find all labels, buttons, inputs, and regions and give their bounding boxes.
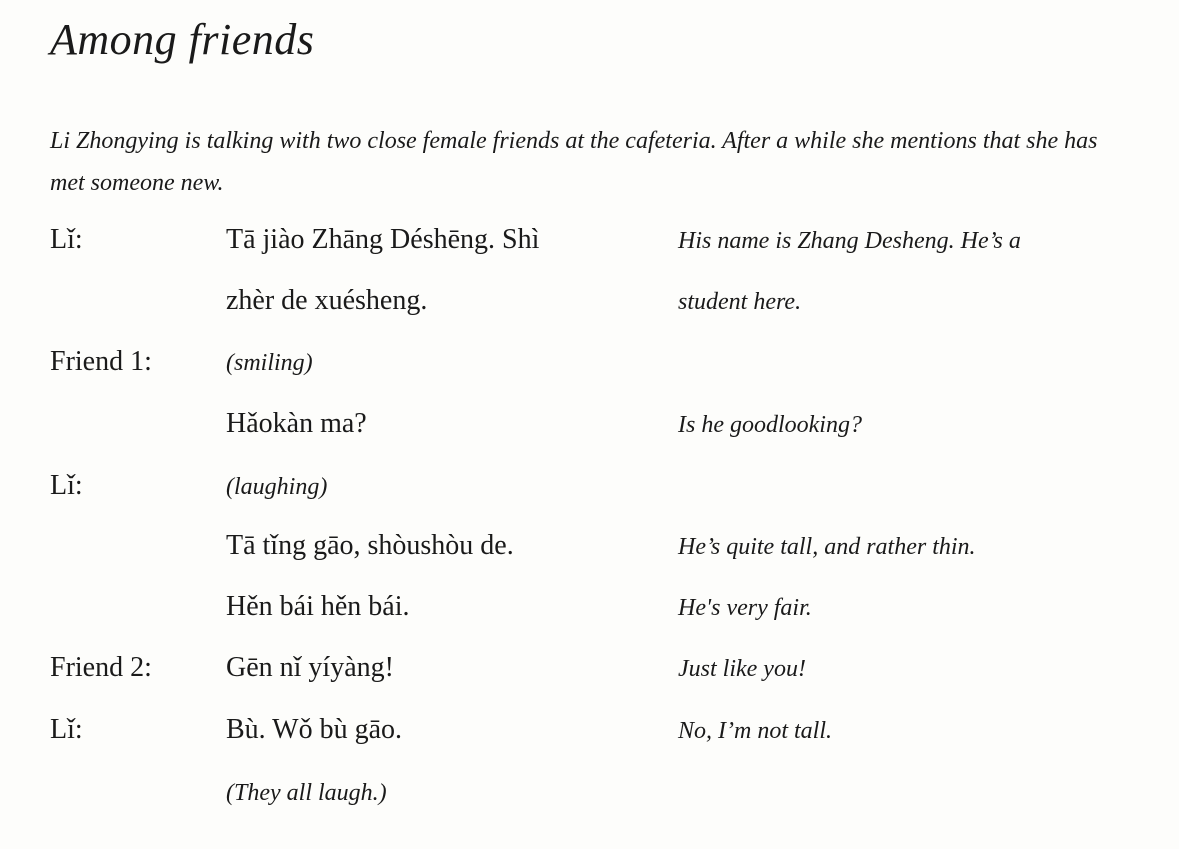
- english-translation: student here.: [678, 289, 802, 315]
- chinese-line: Bù. Wǒ bù gāo.: [226, 714, 403, 745]
- english-translation: Is he goodlooking?: [678, 412, 862, 438]
- dialogue-line: [0, 591, 1179, 631]
- speaker-label: Friend 2:: [50, 652, 152, 683]
- dialogue-line: [0, 285, 1179, 325]
- english-translation: He’s quite tall, and rather thin.: [678, 534, 976, 560]
- speaker-label: Friend 1:: [50, 346, 152, 377]
- english-translation: No, I’m not tall.: [678, 718, 832, 744]
- stage-direction: (laughing): [226, 474, 328, 500]
- stage-direction: (They all laugh.): [226, 780, 387, 806]
- dialogue-line: [0, 224, 1179, 264]
- english-translation: Just like you!: [678, 656, 806, 682]
- dialogue-line: [0, 714, 1179, 754]
- chinese-line: zhèr de xuésheng.: [226, 285, 428, 316]
- chinese-line: Hǎokàn ma?: [226, 408, 367, 439]
- english-translation: His name is Zhang Desheng. He’s a: [678, 228, 1021, 254]
- chinese-line: Tā tǐng gāo, shòushòu de.: [226, 530, 514, 561]
- speaker-label: Lǐ:: [50, 224, 83, 255]
- chinese-line: Gēn nǐ yíyàng!: [226, 652, 394, 683]
- chinese-line: Hěn bái hěn bái.: [226, 591, 410, 622]
- dialogue-line: [0, 470, 1179, 510]
- speaker-label: Lǐ:: [50, 714, 83, 745]
- chinese-line: Tā jiào Zhāng Déshēng. Shì: [226, 224, 540, 255]
- dialogue-line: [0, 652, 1179, 692]
- dialogue-line: [0, 408, 1179, 448]
- english-translation: He's very fair.: [678, 595, 812, 621]
- dialogue-line: [0, 776, 1179, 816]
- speaker-label: Lǐ:: [50, 470, 83, 501]
- dialogue-line: [0, 530, 1179, 570]
- dialogue-line: [0, 346, 1179, 386]
- page-title: Among friends: [50, 15, 315, 64]
- stage-direction: (smiling): [226, 350, 313, 376]
- intro-paragraph: Li Zhongying is talking with two close female friends at the cafeteria. After a while she mentions that she has met someone new.: [50, 128, 1098, 196]
